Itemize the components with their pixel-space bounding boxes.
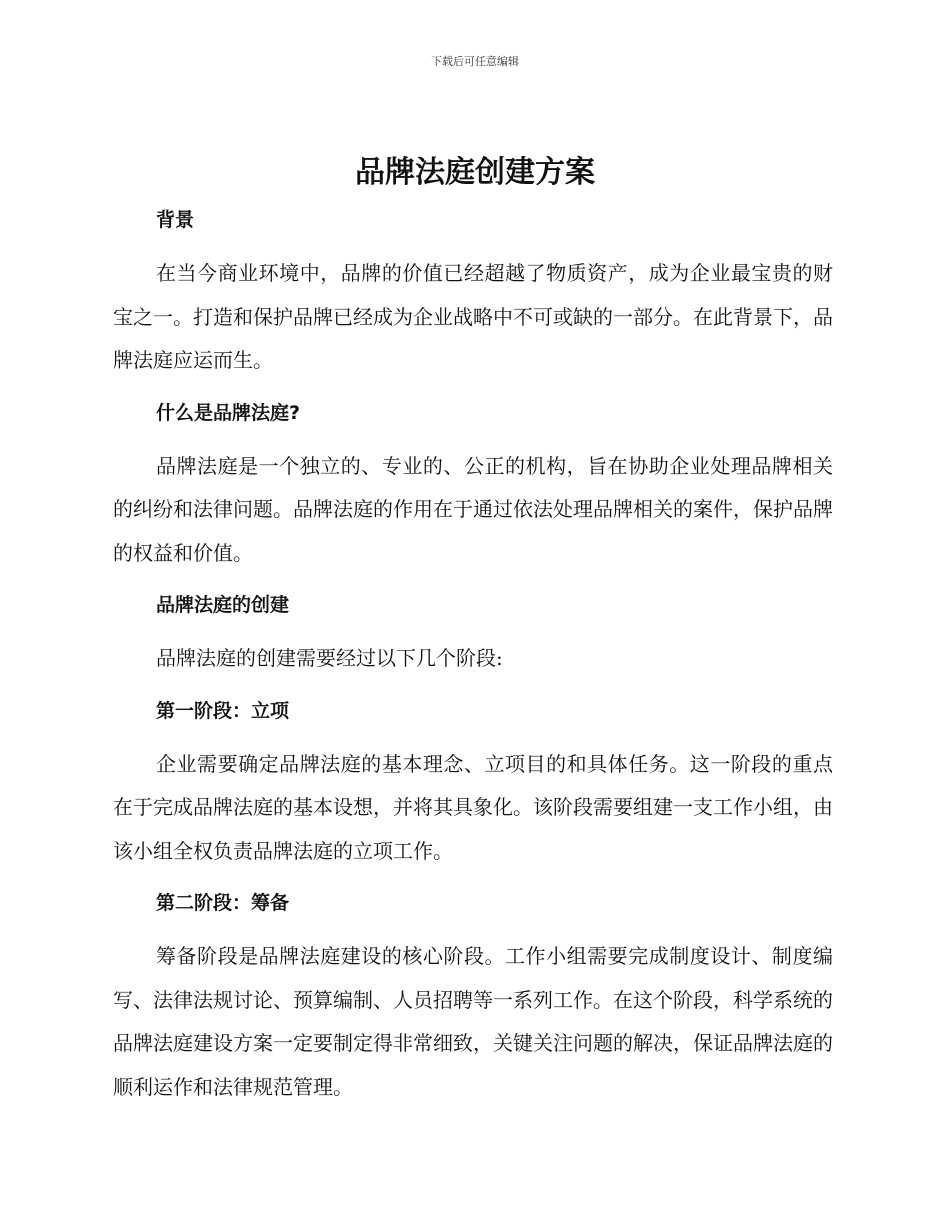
section-paragraph: 企业需要确定品牌法庭的基本理念、立项目的和具体任务。这一阶段的重点在于完成品牌法庭的基本设想，并将其具象化。该阶段需要组建一支工作小组，由该小组全权负责品牌法庭的立项工作。 <box>113 751 833 863</box>
section-paragraph: 在当今商业环境中，品牌的价值已经超越了物质资产，成为企业最宝贵的财宝之一。打造和保护品牌已经成为企业战略中不可或缺的一部分。在此背景下，品牌法庭应运而生。 <box>113 261 833 372</box>
section-stage-one <box>113 691 833 874</box>
section-paragraph: 筹备阶段是品牌法庭建设的核心阶段。工作小组需要完成制度设计、制度编写、法律法规讨论、预算编制、人员招聘等一系列工作。在这个阶段，科学系统的品牌法庭建设方案一定要制定得非常细致，关键关注问题的解决，保证品牌法庭的顺利运作和法律规范管理。 <box>113 944 833 1099</box>
document-title: 品牌法庭创建方案 <box>355 155 595 190</box>
document-body <box>113 200 833 1119</box>
section-heading: 什么是品牌法庭? <box>156 401 301 424</box>
section-heading: 品牌法庭的创建 <box>156 594 290 616</box>
section-paragraph: 品牌法庭的创建需要经过以下几个阶段: <box>156 646 503 670</box>
section-heading: 背景 <box>156 209 195 231</box>
page-header-note: 下载后可任意编辑 <box>431 55 519 68</box>
section-heading: 第二阶段：筹备 <box>156 892 290 914</box>
section-heading: 第一阶段：立项 <box>156 699 290 722</box>
section-background <box>113 200 833 383</box>
section-creation <box>113 585 833 681</box>
section-stage-two <box>113 883 833 1109</box>
section-what-is-brand-court <box>113 393 833 576</box>
section-paragraph: 品牌法庭是一个独立的、专业的、公正的机构，旨在协助企业处理品牌相关的纠纷和法律问题。品牌法庭的作用在于通过依法处理品牌相关的案件，保护品牌的权益和价值。 <box>113 453 833 565</box>
